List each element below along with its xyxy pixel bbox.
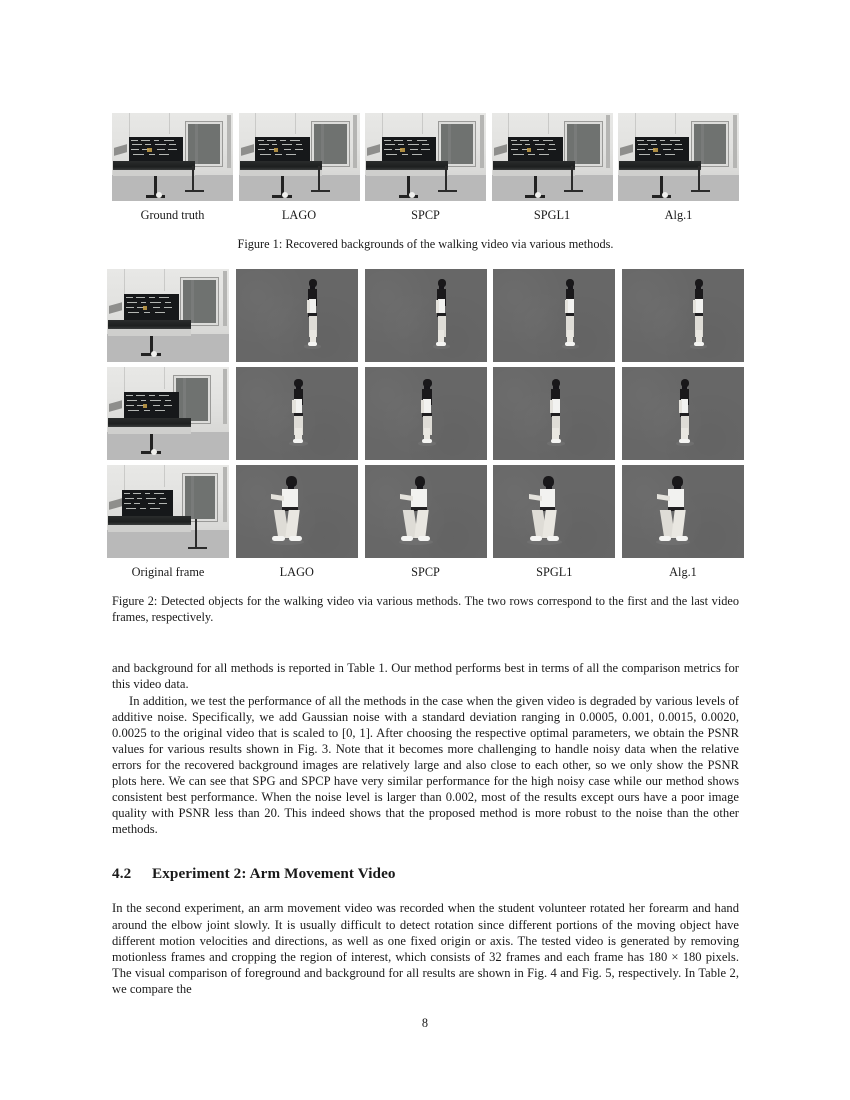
section-heading-4-2 (112, 865, 739, 883)
figure-2-image-spcp-row2 (365, 367, 487, 460)
figure-2-label-row (107, 564, 744, 580)
figure-1-label-4: Alg.1 (664, 208, 693, 222)
figure-1-image-alg1 (618, 113, 739, 201)
figure-2-label-2: SPCP (411, 564, 440, 579)
figure-1-caption: Figure 1: Recovered backgrounds of the walking video via various methods. (237, 237, 614, 251)
figure-2-image-alg1-row2 (622, 367, 744, 460)
figure-1 (112, 113, 739, 253)
figure-2-image-alg1-row3 (622, 465, 744, 558)
paragraph-table-results: and background for all methods is reported in Table 1. Our method performs best in terms of all the comparison metrics for this video data. (112, 661, 739, 692)
figure-2-label-0: Original frame (131, 564, 205, 579)
figure-2-image-lago-row3 (236, 465, 358, 558)
figure-1-image-row (112, 113, 739, 201)
figure-1-image-lago (239, 113, 360, 201)
figure-2-image-spgl1-row1 (493, 269, 615, 362)
figure-2-image-row-3 (107, 465, 744, 558)
figure-2 (112, 269, 739, 626)
figure-2-image-alg1-row1 (622, 269, 744, 362)
figure-2-image-spgl1-row2 (493, 367, 615, 460)
figure-2-image-original-frame-row3 (107, 465, 229, 558)
figure-2-image-lago-row2 (236, 367, 358, 460)
figure-2-image-spcp-row3 (365, 465, 487, 558)
page-content-column (112, 0, 739, 997)
figure-1-label-1: LAGO (281, 208, 317, 222)
figure-2-label-4: Alg.1 (669, 564, 697, 579)
figure-1-label-3: SPGL1 (533, 208, 571, 222)
figure-1-image-ground-truth (112, 113, 233, 201)
figure-1-image-spcp (365, 113, 486, 201)
paragraph-noise-experiment: In addition, we test the performance of all the methods in the case when the given video is degraded by various levels of additive noise. Specifically, we add Gaussian noise with a standard deviation ranging in 0.0005, 0.001, 0.0015, 0.0020, 0.0025 to the original video that is scaled to [0, 1]. After choosing the respective optimal parameters, we obtain the PSNR values for various results shown in Fig. 3. Note that it becomes more challenging to handle noisy data when the relative errors for the recovered background images are relatively large and also close to each other, so we only show the PSNR plots here. We can see that SPG and SPCP have very similar performance for the high noisy case while our method shows consistent best performance. When the noise level is larger than 0.002, most of the results except ours have a poor image quality with PSNR less than 20. This indeed shows that the proposed method is more robust to the noise than the other methods. (112, 693, 739, 837)
paragraph-arm-movement: In the second experiment, an arm movement video was recorded when the student volunteer rotated her forearm and hand around the elbow joint slowly. It is usually difficult to detect rotation since different portions of the moving object have different motion velocities and directions, as well as one fixed origin or axis. The tested video is generated by removing motionless frames and cropping the region of interest, which consists of 32 frames and each frame has 180 × 180 pixels. The visual comparison of foreground and background for all results are shown in Fig. 4 and Fig. 5, respectively. In Table 2, we compare the (112, 901, 739, 996)
figure-2-image-row-2 (107, 367, 744, 460)
figure-2-label-1: LAGO (279, 564, 314, 579)
figure-2-label-3: SPGL1 (536, 564, 573, 579)
figure-1-label-row (112, 207, 739, 223)
figure-2-image-row-1 (107, 269, 744, 362)
figure-2-image-spcp-row1 (365, 269, 487, 362)
figure-2-image-original-frame-row2 (107, 367, 229, 460)
figure-2-image-lago-row1 (236, 269, 358, 362)
figure-1-image-spgl1 (492, 113, 613, 201)
figure-1-label-0: Ground truth (140, 208, 205, 222)
section-title: Experiment 2: Arm Movement Video (152, 865, 396, 883)
section-number: 4.2 (112, 865, 132, 883)
figure-2-caption: Figure 2: Detected objects for the walking video via various methods. The two rows correspond to the first and the last video frames, respectively. (112, 593, 739, 624)
page-number: 8 (421, 1016, 429, 1030)
figure-1-label-2: SPCP (411, 208, 440, 222)
figure-2-image-original-frame-row1 (107, 269, 229, 362)
figure-2-image-spgl1-row3 (493, 465, 615, 558)
